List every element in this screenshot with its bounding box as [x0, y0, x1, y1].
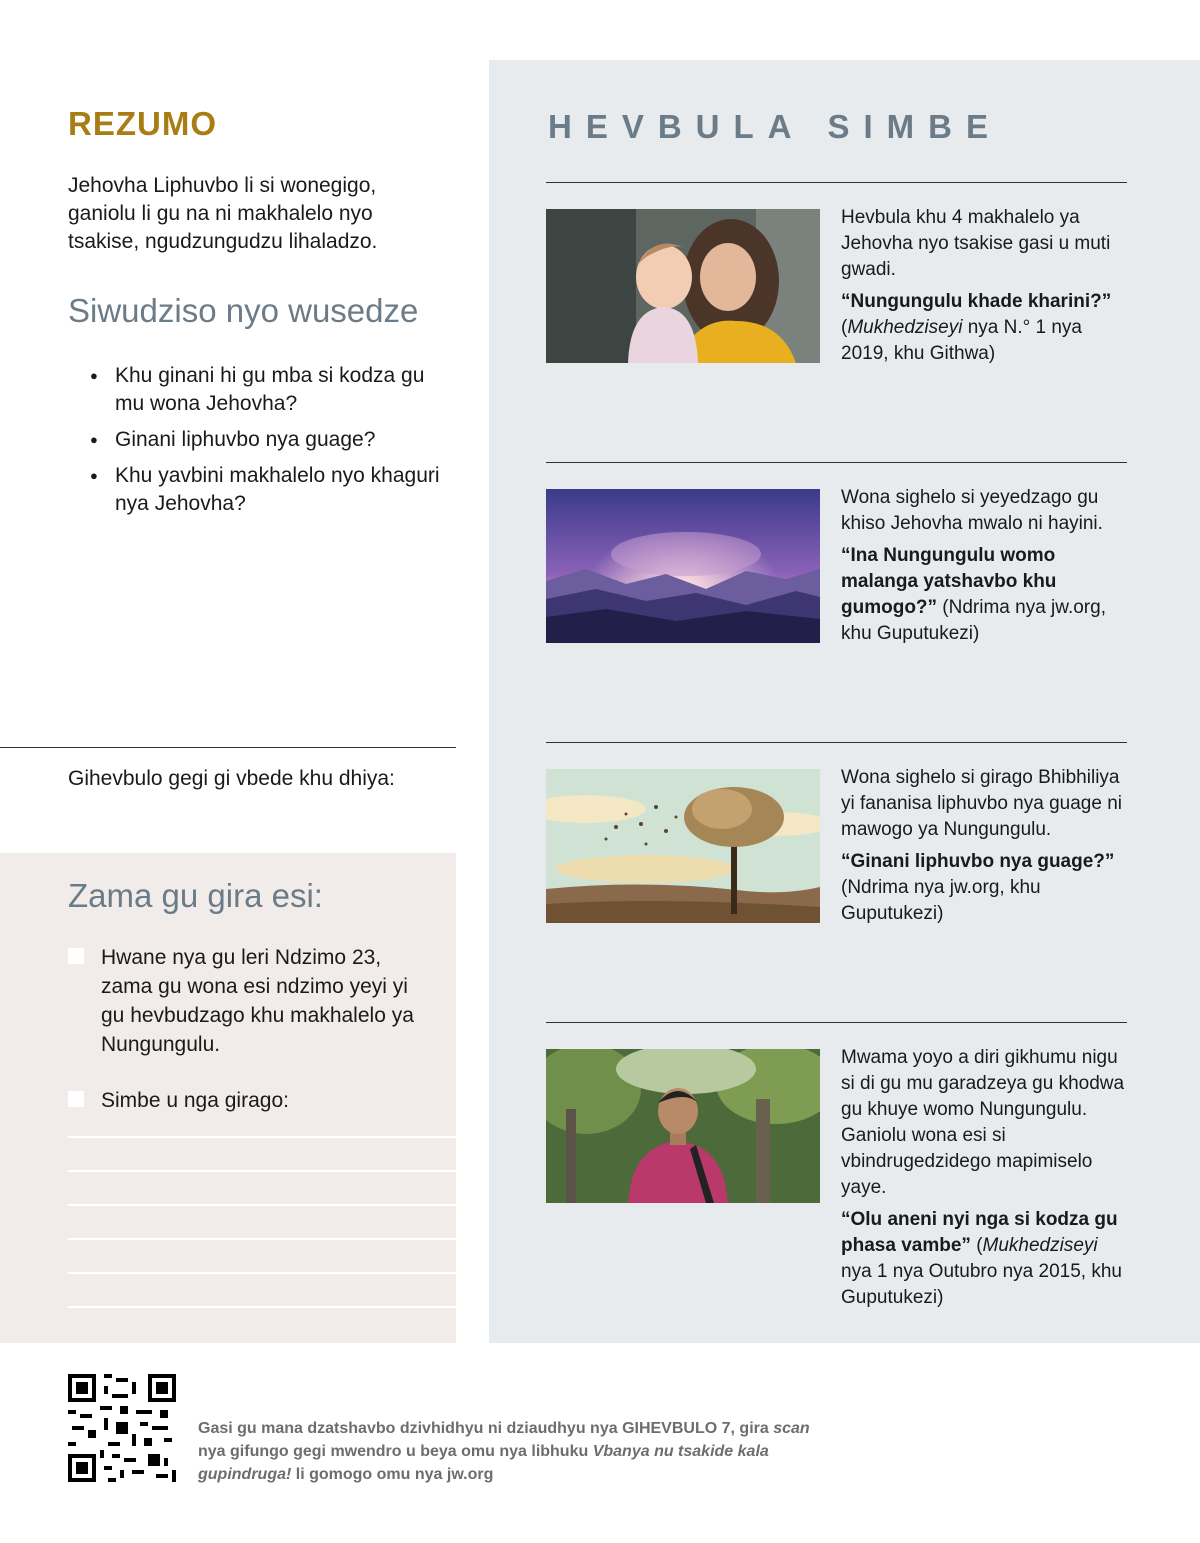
review-questions-list — [90, 362, 440, 526]
resource-link-title[interactable]: “Ina Nungungulu womo malanga yatshavbo khu gumogo?” — [841, 545, 1057, 618]
writing-line[interactable] — [68, 1204, 456, 1206]
footer-instructions: Gasi gu mana dzatshavbo dzivhidhyu ni dziaudhyu nya GIHEVBULO 7, gira scan nya gifungo gegi mwendro u beya omu nya libhuku Vbanya nu tsakide kala gupindruga! li gomogo omu nya jw.org — [198, 1420, 810, 1483]
writing-line[interactable] — [68, 1306, 456, 1308]
resource-source: (Mukhedziseyi nya N.° 1 nya 2019, khu Githwa) — [841, 317, 1082, 364]
checklist-item[interactable] — [68, 943, 418, 1059]
resource-text: Hevbula khu 4 makhalelo ya Jehovha nyo tsakise gasi u muti gwadi. — [841, 207, 1111, 280]
mother-child-photo[interactable] — [546, 209, 820, 363]
learn-more-heading: HEVBULA SIMBE — [548, 108, 1002, 145]
checklist-item-label: Hwane nya gu leri Ndzimo 23, zama gu wona esi ndzimo yeyi yi gu hevbudzago khu makhalelo ya Nungungulu. — [101, 946, 414, 1056]
summary-heading: REZUMO — [68, 105, 217, 142]
qr-code[interactable] — [68, 1374, 176, 1482]
writing-line[interactable] — [68, 1272, 456, 1274]
checklist-item-label: Simbe u nga girago: — [101, 1089, 289, 1112]
resource-description — [841, 485, 1131, 653]
checklist-item[interactable] — [68, 1086, 418, 1115]
writing-line[interactable] — [68, 1136, 456, 1138]
question-item: ● Ginani liphuvbo nya guage? — [90, 426, 440, 454]
divider — [546, 742, 1127, 743]
man-in-forest-photo[interactable] — [546, 1049, 820, 1203]
resource-link-title[interactable]: “Olu aneni nyi nga si kodza gu phasa vambe” — [841, 1209, 1118, 1256]
question-item: ● Khu ginani hi gu mba si kodza gu mu wona Jehovha? — [90, 362, 440, 418]
review-date-label: Gihevbulo gegi gi vbede khu dhiya: — [68, 767, 395, 790]
writing-line[interactable] — [68, 1238, 456, 1240]
review-questions-heading: Siwudziso nyo wusedze — [68, 292, 419, 329]
divider — [0, 747, 456, 748]
mountain-sunrise-illustration[interactable] — [546, 489, 820, 643]
resource-description — [841, 765, 1131, 933]
divider — [546, 182, 1127, 183]
tree-wind-illustration[interactable] — [546, 769, 820, 923]
summary-text: Jehovha Liphuvbo li si wonegigo, ganiolu li gu na ni makhalelo nyo tsakise, ngudzungudzu lihaladzo. — [68, 174, 378, 253]
question-item: ● Khu yavbini makhalelo nyo khaguri nya Jehovha? — [90, 462, 440, 518]
resource-text: Wona sighelo si yeyedzago gu khiso Jehovha mwalo ni hayini. — [841, 487, 1103, 534]
resource-description — [841, 205, 1131, 373]
resource-text: Mwama yoyo a diri gikhumu nigu si di gu mu garadzeya gu khodwa gu khuye womo Nungungulu. Ganiolu wona esi si vbindrugedzidego mapimiselo yaye. — [841, 1047, 1125, 1198]
divider — [546, 462, 1127, 463]
checkbox[interactable] — [68, 948, 84, 964]
resource-link-title[interactable]: “Nungungulu khade kharini?” — [841, 291, 1112, 312]
try-this-heading: Zama gu gira esi: — [68, 877, 323, 914]
resource-link-title[interactable]: “Ginani liphuvbo nya guage?” — [841, 851, 1115, 872]
checkbox[interactable] — [68, 1091, 84, 1107]
divider — [546, 1022, 1127, 1023]
resource-source: (Ndrima nya jw.org, khu Guputukezi) — [841, 597, 1106, 644]
resource-source: (Ndrima nya jw.org, khu Guputukezi) — [841, 877, 1041, 924]
writing-line[interactable] — [68, 1170, 456, 1172]
resource-source: (Mukhedziseyi nya 1 nya Outubro nya 2015, khu Guputukezi) — [841, 1235, 1122, 1308]
resource-description — [841, 1045, 1131, 1317]
resource-text: Wona sighelo si girago Bhibhiliya yi fananisa liphuvbo nya guage ni mawogo ya Nungungulu. — [841, 767, 1122, 840]
